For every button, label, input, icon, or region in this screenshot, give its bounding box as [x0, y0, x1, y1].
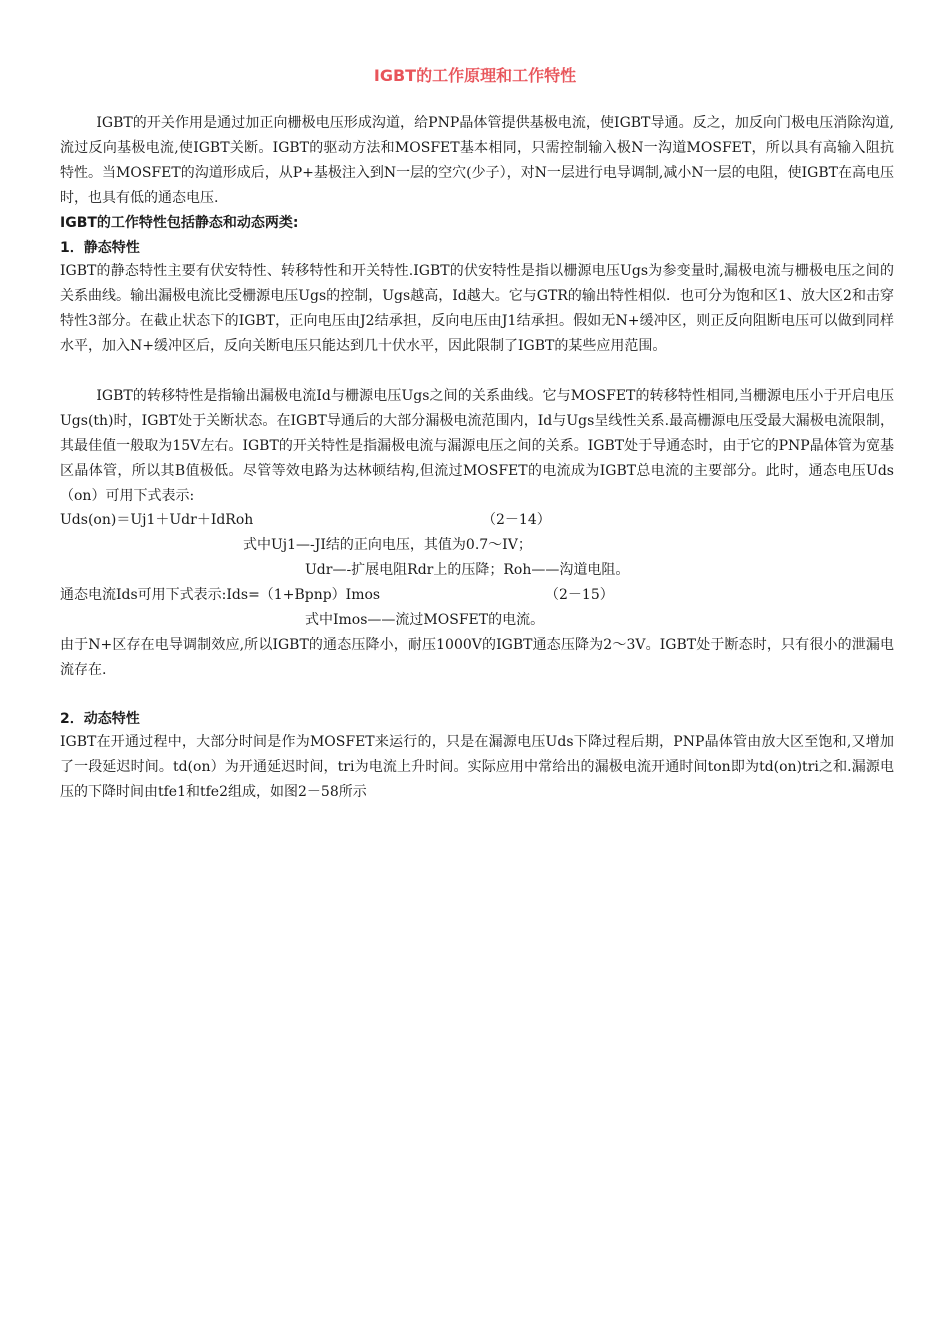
intro-paragraph: IGBT的开关作用是通过加正向栅极电压形成沟道，给PNP晶体管提供基极电流，使IGBT导通。反之，加反向门极电压消除沟道,流过反向基极电流,使IGBT关断。IGBT的驱动方法和MOSFET基本相同，只需控制输入极N一沟道MOSFET，所以具有高输入阻抗特性。当MOSFET的沟道形成后，从P+基极注入到N一层的空穴(少子），对N一层进行电导调制,减小N一层的电阻，使IGBT在高电压时，也具有低的通态电压.	[60, 115, 894, 206]
static-heading: 1．静态特性	[60, 240, 140, 256]
equation-2-15-note: 式中Imos——流过MOSFET的电流。	[305, 612, 545, 628]
dynamic-heading: 2．动态特性	[60, 711, 140, 727]
page-title: IGBT的工作原理和工作特性	[373, 66, 577, 85]
dynamic-paragraph-1: IGBT在开通过程中，大部分时间是作为MOSFET来运行的，只是在漏源电压Uds下降过程后期，PNP晶体管由放大区至饱和,又增加了一段延迟时间。td(on）为开通延迟时间，tri为电流上升时间。实际应用中常给出的漏极电流开通时间ton即为td(on)tri之和.漏源电压的下降时间由tfe1和tfe2组成，如图2－58所示	[60, 734, 894, 800]
characteristics-heading: IGBT的工作特性包括静态和动态两类:	[60, 215, 299, 231]
static-paragraph-1: IGBT的静态特性主要有伏安特性、转移特性和开关特性.IGBT的伏安特性是指以栅源电压Ugs为参变量时,漏极电流与栅极电压之间的关系曲线。输出漏极电流比受栅源电压Ugs的控制，Ugs越高，Id越大。它与GTR的输出特性相似．也可分为饱和区1、放大区2和击穿特性3部分。在截止状态下的IGBT，正向电压由J2结承担，反向电压由J1结承担。假如无N+缓冲区，则正反向阻断电压可以做到同样水平，加入N+缓冲区后，反向关断电压只能达到几十伏水平，因此限制了IGBT的某些应用范围。	[60, 263, 894, 354]
static-paragraph-2: IGBT的转移特性是指输出漏极电流Id与栅源电压Ugs之间的关系曲线。它与MOSFET的转移特性相同,当栅源电压小于开启电压Ugs(th)时，IGBT处于关断状态。在IGBT导通后的大部分漏极电流范围内，Id与Ugs呈线性关系.最高栅源电压受最大漏极电流限制，其最佳值一般取为15V左右。IGBT的开关特性是指漏极电流与漏源电压之间的关系。IGBT处于导通态时，由于它的PNP晶体管为宽基区晶体管，所以其B值极低。尽管等效电路为达林顿结构,但流过MOSFET的电流成为IGBT总电流的主要部分。此时，通态电压Uds（on）可用下式表示:	[60, 388, 894, 504]
static-paragraph-3: 由于N+区存在电导调制效应,所以IGBT的通态压降小，耐压1000V的IGBT通态压降为2～3V。IGBT处于断态时，只有很小的泄漏电流存在.	[60, 637, 894, 678]
equation-2-14-note-1: 式中Uj1—-JI结的正向电压，其值为0.7～IV；	[243, 537, 532, 553]
equation-2-15-number: （2－15）	[545, 587, 614, 603]
equation-2-14-number: （2－14）	[482, 512, 551, 528]
equation-2-14-note-2: Udr—-扩展电阻Rdr上的压降；Roh——沟道电阻。	[305, 562, 630, 578]
equation-2-14: Uds(on)＝Uj1＋Udr＋IdRoh	[60, 512, 254, 528]
equation-2-15: 通态电流Ids可用下式表示:Ids=（1+Bpnp）Imos	[60, 587, 381, 603]
